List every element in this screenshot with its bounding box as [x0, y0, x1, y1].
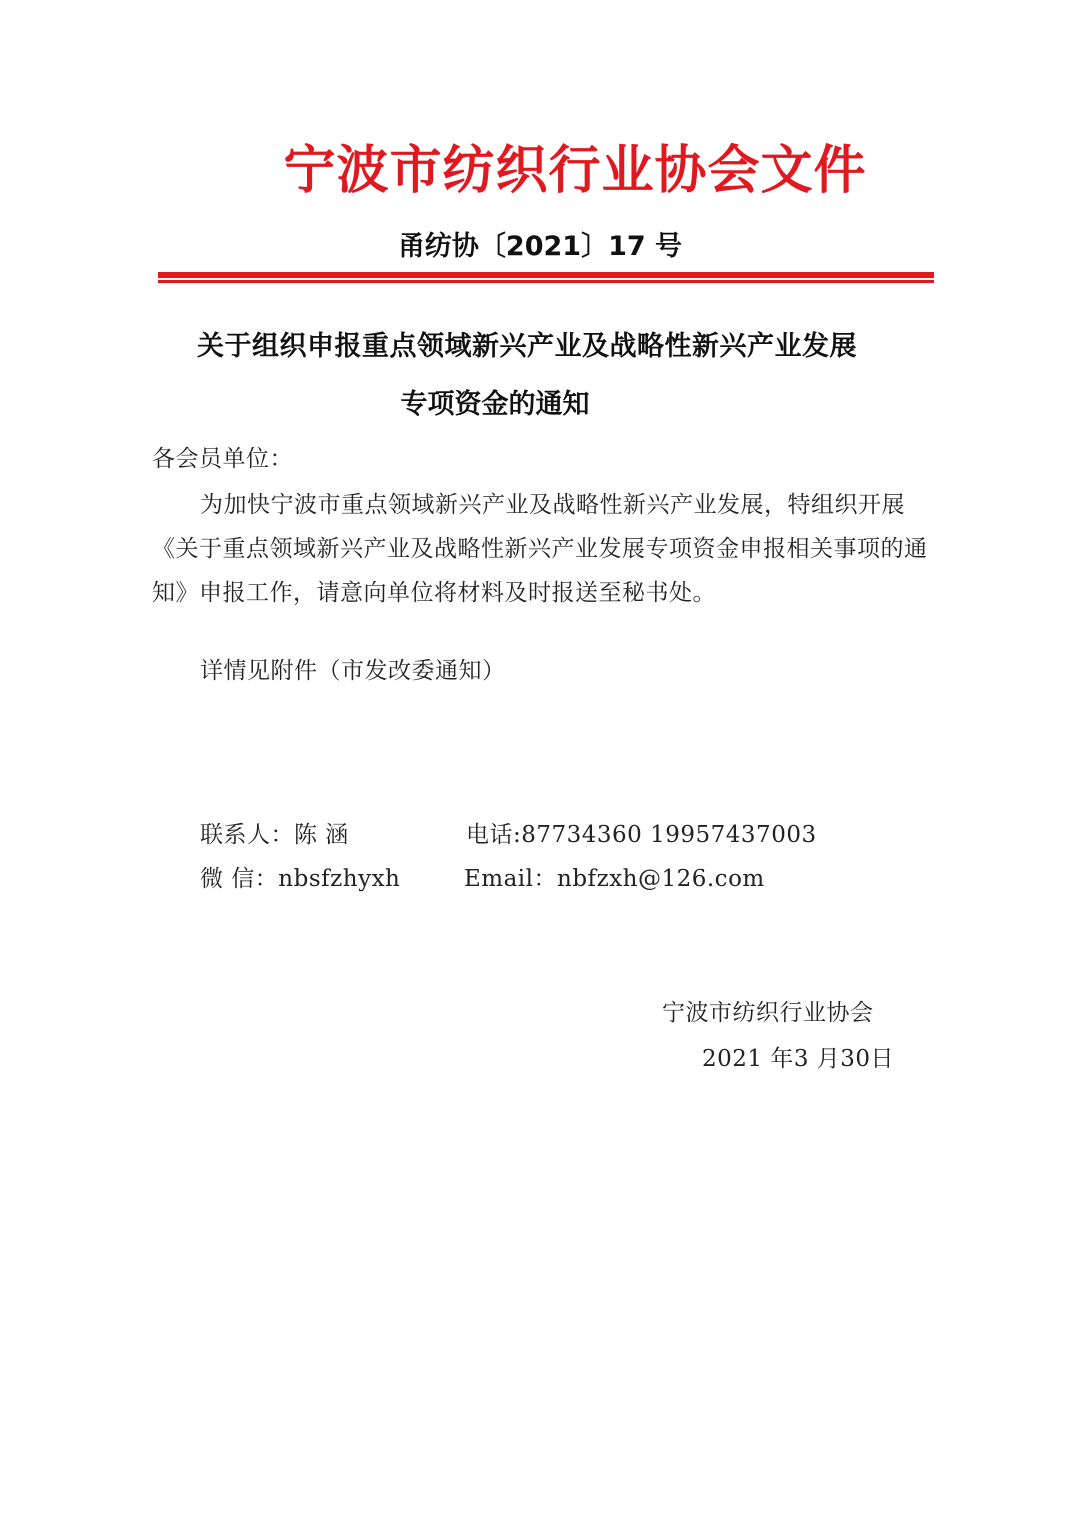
header-divider	[158, 272, 934, 284]
document-header-title: 宁波市纺织行业协会文件	[283, 141, 867, 201]
paragraph-line-2: 《关于重点领域新兴产业及战略性新兴产业发展专项资金申报相关事项的通	[152, 536, 928, 562]
paragraph-line-3: 知》申报工作，请意向单位将材料及时报送至秘书处。	[152, 580, 716, 606]
contact-person: 联系人：陈 涵	[200, 822, 349, 848]
contact-email: Email：nbfzxh@126.com	[464, 866, 765, 892]
signature-organization: 宁波市纺织行业协会	[662, 1000, 874, 1026]
signature-date: 2021 年3 月30日	[702, 1046, 895, 1072]
subject-title-line-2: 专项资金的通知	[400, 389, 590, 420]
attachment-note: 详情见附件（市发改委通知）	[200, 658, 506, 684]
paragraph-line-1: 为加快宁波市重点领域新兴产业及战略性新兴产业发展，特组织开展	[200, 492, 905, 518]
header-divider-thin	[158, 280, 934, 283]
salutation: 各会员单位：	[152, 446, 293, 472]
subject-title-line-1: 关于组织申报重点领域新兴产业及战略性新兴产业发展	[197, 331, 857, 362]
contact-wechat: 微 信：nbsfzhyxh	[200, 866, 401, 892]
document-number: 甬纺协〔2021〕17 号	[397, 231, 683, 262]
contact-phone: 电话:87734360 19957437003	[466, 822, 817, 848]
header-divider-thick	[158, 272, 934, 278]
